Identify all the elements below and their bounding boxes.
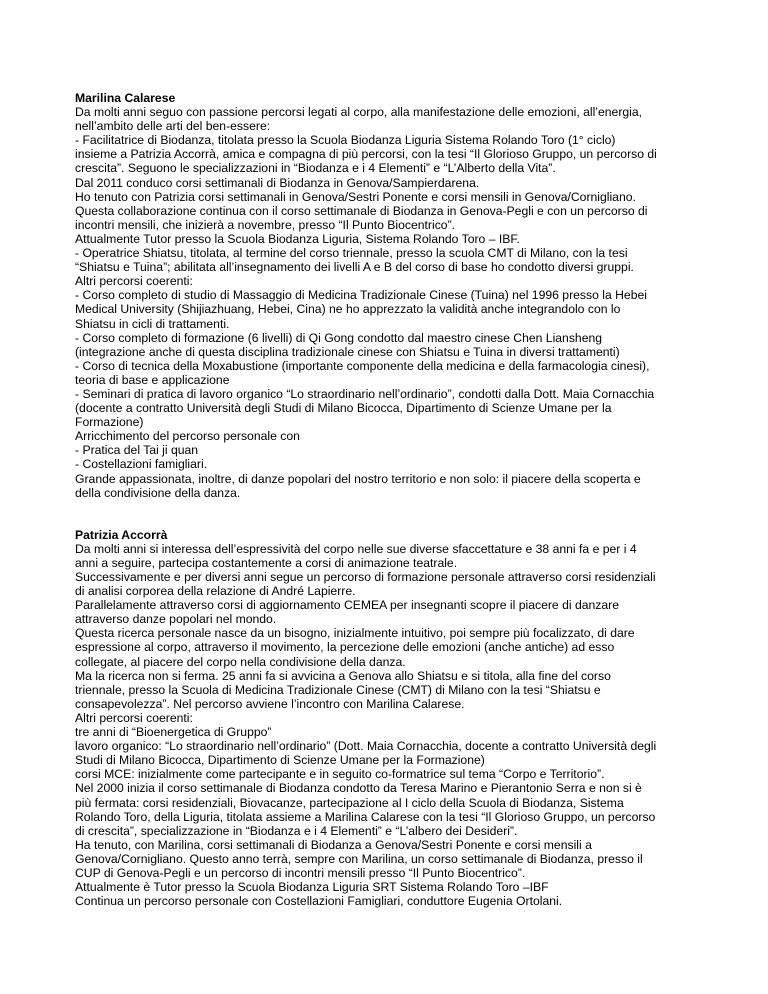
text-line: Successivamente e per diversi anni segue un percorso di formazione personale attraverso corsi residenziali	[75, 570, 656, 584]
text-line: nell’ambito delle arti del ben-essere:	[75, 119, 271, 134]
text-line: Continua un percorso personale con Costellazioni Famigliari, conduttore Eugenia Ortolani.	[75, 894, 563, 909]
text-line: Da molti anni seguo con passione percorsi legati al corpo, alla manifestazione delle emozioni, all’energia,	[75, 105, 643, 120]
text-line: crescita”. Seguono le specializzazioni in “Biodanza e i 4 Elementi” e “L’Alberto della Vita”.	[75, 161, 556, 176]
text-line: anni a seguire, partecipa costantemente a corsi di animazione teatrale.	[75, 555, 458, 570]
text-line: Altri percorsi coerenti:	[75, 274, 193, 289]
text-line: Ma la ricerca non si ferma. 25 anni fa si avvicina a Genova allo Shiatsu e si titola, alla fine del corso	[75, 668, 611, 683]
text-line: triennale, presso la Scuola di Medicina Tradizionale Cinese (CMT) di Milano con la tesi “Shiatsu e	[75, 682, 601, 697]
text-line: Altri percorsi coerenti:	[75, 710, 193, 725]
section-spacer	[75, 500, 695, 528]
text-line: incontri mensili, che inizierà a novembre, presso “Il Punto Biocentrico”.	[75, 217, 456, 232]
text-line: Ha tenuto, con Marilina, corsi settimanali di Biodanza a Genova/Sestri Ponente e corsi mensili a	[75, 837, 592, 852]
text-line: “Shiatsu e Tuina”; abilitata all’insegnamento dei livelli A e B del corso di base ho condotto diversi gruppi.	[75, 260, 634, 275]
text-line: - Facilitatrice di Biodanza, titolata presso la Scuola Biodanza Liguria Sistema Rolando Toro (1° ciclo)	[75, 133, 616, 148]
text-line: Rolando Toro, della Liguria, titolata assieme a Marilina Calarese con la tesi “Il Glorioso Gruppo, un percorso	[75, 809, 656, 824]
text-line: teoria di base e applicazione	[75, 372, 230, 387]
text-line: Grande appassionata, inoltre, di danze popolari del nostro territorio e non solo: il piacere della scoperta e	[75, 471, 641, 486]
text-line: - Seminari di pratica di lavoro organico “Lo straordinario nell’ordinario”, condotti dalla Dott. Maia Cornacchia	[75, 386, 655, 401]
text-line: Da molti anni si interessa dell’espressività del corpo nelle sue diverse sfaccettature e 38 anni fa e per i 4	[75, 541, 637, 556]
document-page	[75, 91, 695, 908]
text-line: - Costellazioni famigliari.	[75, 457, 208, 472]
text-line: Formazione)	[75, 415, 144, 430]
text-line: attraverso danze popolari nel mondo.	[75, 612, 277, 627]
text-line: collegate, al piacere del corpo nella condivisione della danza.	[75, 654, 406, 669]
text-line: Arricchimento del percorso personale con	[75, 429, 300, 444]
text-line: Studi di Milano Bicocca, Dipartimento di Scienze Umane per la Formazione)	[75, 753, 485, 768]
bio-heading: Marilina Calarese	[75, 91, 176, 105]
text-line: Attualmente è Tutor presso la Scuola Biodanza Liguria SRT Sistema Rolando Toro –IBF	[75, 880, 549, 895]
text-line: lavoro organico: “Lo straordinario nell’ordinario” (Dott. Maia Cornacchia, docente a contratto Università degli	[75, 739, 657, 754]
text-line: più fermata: corsi residenziali, Biovacanze, partecipazione al I ciclo della Scuola di Biodanza, Sistema	[75, 795, 624, 810]
text-line: Genova/Cornigliano. Questo anno terrà, sempre con Marilina, un corso settimanale di Biodanza, presso il	[75, 851, 643, 866]
text-line: (integrazione anche di questa disciplina tradizionale cinese con Shiatsu e Tuina in diversi trattamenti)	[75, 344, 620, 359]
text-line: tre anni di “Bioenergetica di Gruppo”	[75, 725, 272, 740]
text-line: di crescita”, specializzazione in “Biodanza e i 4 Elementi” e “L’albero dei Desideri”.	[75, 823, 518, 838]
text-line: Questa collaborazione continua con il corso settimanale di Biodanza in Genova-Pegli e con un percorso di	[75, 203, 648, 218]
text-line: Shiatsu in cicli di trattamenti.	[75, 316, 230, 331]
text-line: - Corso completo di formazione (6 livelli) di Qi Gong condotto dal maestro cinese Chen Liansheng	[75, 330, 603, 345]
text-line: (docente a contratto Università degli Studi di Milano Bicocca, Dipartimento di Scienze Umane per la	[75, 401, 612, 416]
text-line: Attualmente Tutor presso la Scuola Biodanza Liguria, Sistema Rolando Toro – IBF.	[75, 231, 520, 246]
text-line: consapevolezza”. Nel percorso avviene l’incontro con Marilina Calarese.	[75, 696, 465, 711]
text-line: Questa ricerca personale nasce da un bisogno, inizialmente intuitivo, poi sempre più focalizzato, di dare	[75, 626, 635, 641]
text-line: Nel 2000 inizia il corso settimanale di Biodanza condotto da Teresa Marino e Pierantonio Serra e non si è	[75, 781, 642, 796]
text-line: espressione al corpo, attraverso il movimento, la percezione delle emozioni (anche antiche) ad esso	[75, 640, 615, 655]
text-line: della condivisione della danza.	[75, 485, 241, 500]
bio-section-marilina	[75, 91, 695, 500]
text-line: Parallelamente attraverso corsi di aggiornamento CEMEA per insegnanti scopre il piacere di danzare	[75, 598, 619, 613]
text-line: di analisi corporea della relazione di André Lapierre.	[75, 584, 356, 599]
bio-heading: Patrizia Accorrà	[75, 527, 168, 542]
text-line: Dal 2011 conduco corsi settimanali di Biodanza in Genova/Sampierdarena.	[75, 175, 480, 190]
bio-body	[75, 105, 695, 500]
bio-section-patrizia	[75, 528, 695, 909]
text-line: - Corso di tecnica della Moxabustione (importante componente della medicina e della farmacologia cinesi),	[75, 358, 650, 373]
text-line: CUP di Genova-Pegli e un percorso di incontri mensili presso “Il Punto Biocentrico”.	[75, 865, 526, 880]
text-line: corsi MCE: inizialmente come partecipante e in seguito co-formatrice sul tema “Corpo e Territorio”.	[75, 767, 605, 782]
text-line: Ho tenuto con Patrizia corsi settimanali in Genova/Sestri Ponente e corsi mensili in Genova/Cornigliano.	[75, 189, 636, 204]
text-line: Medical University (Shijiazhuang, Hebei, Cina) ne ho apprezzato la validità anche integrandolo con lo	[75, 302, 621, 317]
text-line: - Pratica del Tai ji quan	[75, 443, 199, 458]
bio-body	[75, 542, 695, 908]
text-line: - Corso completo di studio di Massaggio di Medicina Tradizionale Cinese (Tuina) nel 1996 presso la Hebei	[75, 288, 647, 303]
text-line: - Operatrice Shiatsu, titolata, al termine del corso triennale, presso la scuola CMT di Milano, con la tesi	[75, 246, 628, 261]
text-line: insieme a Patrizia Accorrà, amica e compagna di più percorsi, con la tesi “Il Glorioso Gruppo, un percorso di	[75, 147, 657, 162]
